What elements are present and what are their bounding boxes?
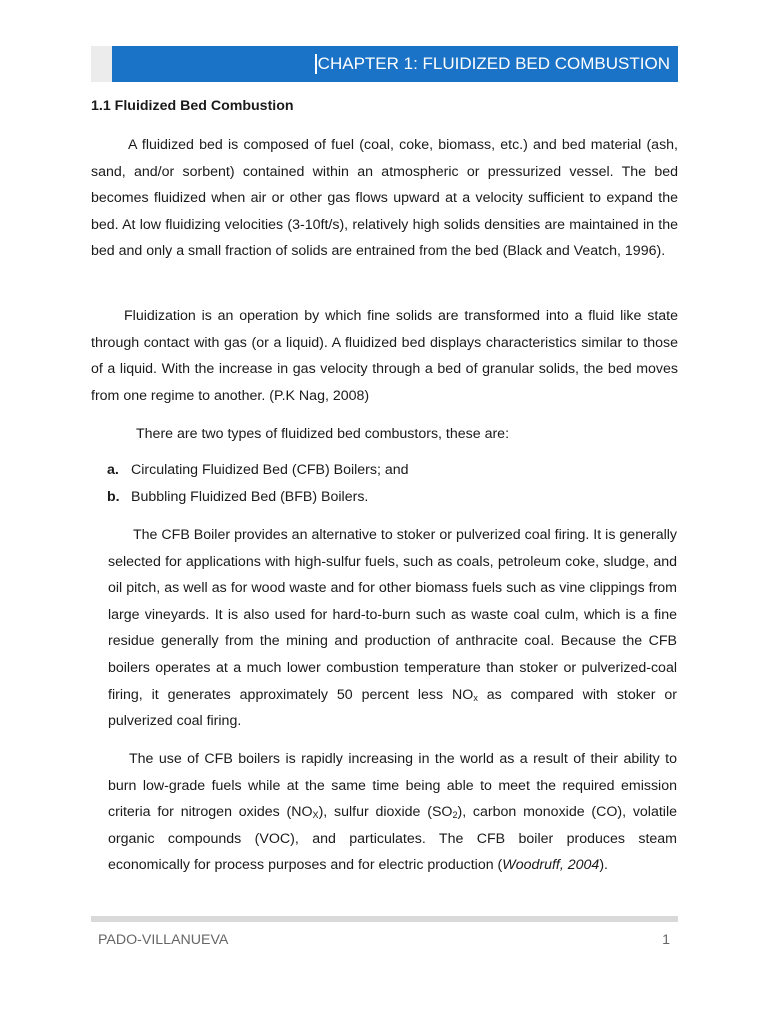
list-marker: a. xyxy=(107,462,119,478)
paragraph-2: Fluidization is an operation by which fine solids are transformed into a fluid like state through contact with gas (or a liquid). A fluidized bed displays characteristics similar to those of a liquid. With the increase in gas velocity through a bed of granular solids, the bed moves from one regime to another. (P.K Nag, 2008) xyxy=(91,308,678,404)
chapter-title: CHAPTER 1: FLUIDIZED BED COMBUSTION xyxy=(317,54,670,73)
section-heading: 1.1 Fluidized Bed Combustion xyxy=(91,98,294,114)
list-item xyxy=(107,484,677,511)
paragraph-1: A fluidized bed is composed of fuel (coal, coke, biomass, etc.) and bed material (ash, sand, and/or sorbent) contained within an atmospheric or pressurized vessel. The bed becomes fluidized when air or other gas flows upward at a velocity sufficient to expand the bed. At low fluidizing velocities (3-10ft/s), relatively high solids densities are maintained in the bed and only a small fraction of solids are entrained from the bed (Black and Veatch, 1996). xyxy=(91,137,678,260)
footer-rule xyxy=(91,916,678,922)
so2-subscript: 2 xyxy=(452,810,458,821)
list-item xyxy=(107,457,677,484)
paragraph-4-end: as compared with stoker or pulverized coal firing. xyxy=(108,686,677,730)
page-number: 1 xyxy=(662,932,670,948)
chapter-header-bar xyxy=(112,46,678,82)
paragraph-5-text-a: The use of CFB boilers is rapidly increasing in the world as a result of their ability to burn low-grade fuels while at the same time being able to meet the required emission criteria for nitrogen oxides (NO xyxy=(108,751,677,821)
paragraph-5-text-d: ). xyxy=(599,857,608,874)
citation: Woodruff, 2004 xyxy=(502,857,600,874)
paragraph-5-text-c: ), carbon monoxide (CO), volatile organic compounds (VOC), and particulates. The CFB boiler produces steam economically for process purposes and for electric production ( xyxy=(108,804,677,874)
text-cursor-mark xyxy=(315,54,317,74)
list-item-text: Circulating Fluidized Bed (CFB) Boilers; and xyxy=(131,462,409,478)
footer-author: PADO-VILLANUEVA xyxy=(98,932,229,948)
paragraph-5 xyxy=(108,746,677,879)
nox-subscript: x xyxy=(473,692,478,703)
paragraph-3: There are two types of fluidized bed combustors, these are: xyxy=(136,426,510,442)
paragraph-4 xyxy=(108,522,677,735)
nox-subscript: X xyxy=(312,810,319,821)
combustor-types-list xyxy=(107,457,677,510)
paragraph-5-text-b: ), sulfur dioxide (SO xyxy=(318,804,453,821)
list-item-text: Bubbling Fluidized Bed (BFB) Boilers. xyxy=(131,488,369,505)
header-gray-tab xyxy=(91,46,112,82)
list-marker: b. xyxy=(107,488,120,505)
paragraph-4-text: The CFB Boiler provides an alternative to stoker or pulverized coal firing. It is generally selected for applications with high-sulfur fuels, such as coals, petroleum coke, sludge, and oil pitch, as well as for wood waste and for other biomass fuels such as vine clippings from large vineyards. It is also used for hard-to-burn such as waste coal culm, which is a fine residue generally from the mining and production of anthracite coal. Because the CFB boilers operates at a much lower combustion temperature than stoker or pulverized-coal firing, it generates approximately 50 percent less NO xyxy=(108,527,677,703)
